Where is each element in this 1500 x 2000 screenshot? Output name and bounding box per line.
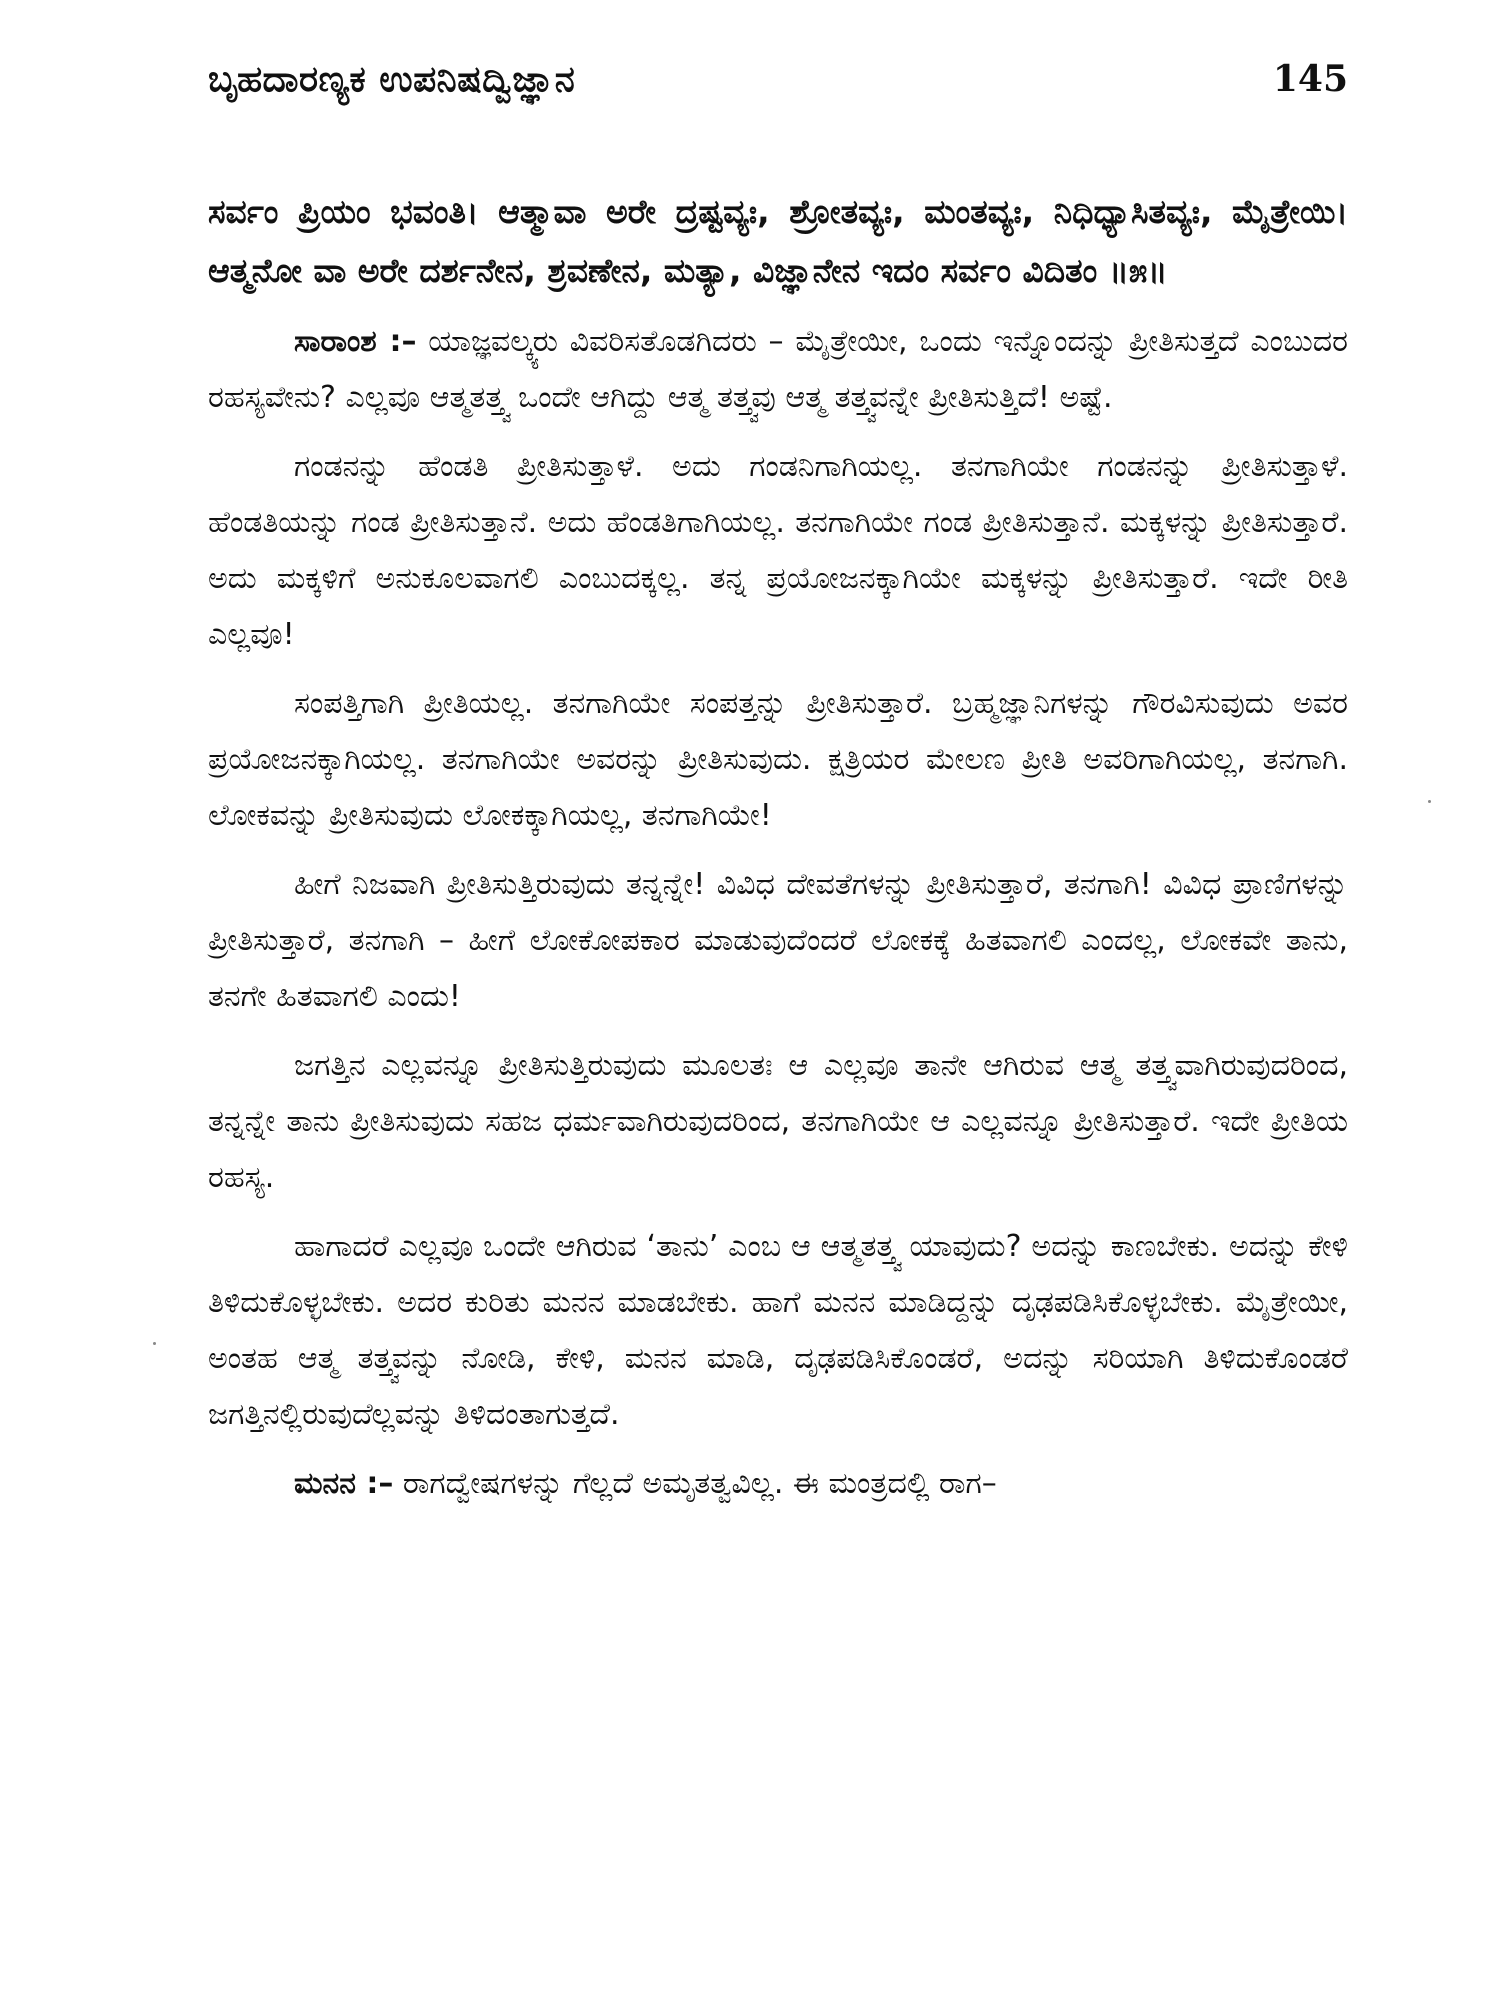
page-number: 145 — [1272, 58, 1348, 100]
scan-speck-left — [153, 1342, 156, 1345]
scan-speck-right — [1428, 800, 1431, 803]
body-paragraph-1: ಗಂಡನನ್ನು ಹೆಂಡತಿ ಪ್ರೀತಿಸುತ್ತಾಳೆ. ಅದು ಗಂಡನಿಗಾಗಿಯಲ್ಲ. ತನಗಾಗಿಯೇ ಗಂಡನನ್ನು ಪ್ರೀತಿಸುತ್ತಾಳೆ. ಹೆಂಡತಿಯನ್ನು ಗಂಡ ಪ್ರೀತಿಸುತ್ತಾನೆ. ಅದು ಹೆಂಡತಿಗಾಗಿಯಲ್ಲ. ತನಗಾಗಿಯೇ ಗಂಡ ಪ್ರೀತಿಸುತ್ತಾನೆ. ಮಕ್ಕಳನ್ನು ಪ್ರೀತಿಸುತ್ತಾರೆ. ಅದು ಮಕ್ಕಳಿಗೆ ಅನುಕೂಲವಾಗಲಿ ಎಂಬುದಕ್ಕಲ್ಲ. ತನ್ನ ಪ್ರಯೋಜನಕ್ಕಾಗಿಯೇ ಮಕ್ಕಳನ್ನು ಪ್ರೀತಿಸುತ್ತಾರೆ. ಇದೇ ರೀತಿ ಎಲ್ಲವೂ! — [208, 449, 1348, 652]
running-title: ಬೃಹದಾರಣ್ಯಕ ಉಪನಿಷದ್ವಿಜ್ಞಾನ — [208, 59, 576, 100]
body-paragraph-5: ಹಾಗಾದರೆ ಎಲ್ಲವೂ ಒಂದೇ ಆಗಿರುವ ‘ತಾನು’ ಎಂಬ ಆ ಆತ್ಮತತ್ತ್ವ ಯಾವುದು? ಅದನ್ನು ಕಾಣಬೇಕು. ಅದನ್ನು ಕೇಳಿ ತಿಳಿದುಕೊಳ್ಳಬೇಕು. ಅದರ ಕುರಿತು ಮನನ ಮಾಡಬೇಕು. ಹಾಗೆ ಮನನ ಮಾಡಿದ್ದನ್ನು ದೃಢಪಡಿಸಿಕೊಳ್ಳಬೇಕು. ಮೈತ್ರೇಯೀ, ಅಂತಹ ಆತ್ಮ ತತ್ತ್ವವನ್ನು ನೋಡಿ, ಕೇಳಿ, ಮನನ ಮಾಡಿ, ದೃಢಪಡಿಸಿಕೊಂಡರೆ, ಅದನ್ನು ಸರಿಯಾಗಿ ತಿಳಿದುಕೊಂಡರೆ ಜಗತ್ತಿನಲ್ಲಿರುವುದೆಲ್ಲವನ್ನು ತಿಳಿದಂತಾಗುತ್ತದೆ. — [208, 1229, 1348, 1432]
manana-paragraph — [208, 1456, 1348, 1512]
summary-paragraph — [208, 314, 1348, 426]
summary-label: ಸಾರಾಂಶ :– — [294, 324, 417, 359]
summary-text: ಯಾಜ್ಞವಲ್ಕ್ಯರು ವಿವರಿಸತೊಡಗಿದರು – ಮೈತ್ರೇಯೀ, ಒಂದು ಇನ್ನೊಂದನ್ನು ಪ್ರೀತಿಸುತ್ತದೆ ಎಂಬುದರ ರಹಸ್ಯವೇನು? ಎಲ್ಲವೂ ಆತ್ಮತತ್ತ್ವ ಒಂದೇ ಆಗಿದ್ದು ಆತ್ಮ ತತ್ತ್ವವು ಆತ್ಮ ತತ್ತ್ವವನ್ನೇ ಪ್ರೀತಿಸುತ್ತಿದೆ! ಅಷ್ಟೆ. — [208, 324, 1348, 415]
body-paragraph-2: ಸಂಪತ್ತಿಗಾಗಿ ಪ್ರೀತಿಯಲ್ಲ. ತನಗಾಗಿಯೇ ಸಂಪತ್ತನ್ನು ಪ್ರೀತಿಸುತ್ತಾರೆ. ಬ್ರಹ್ಮಜ್ಞಾನಿಗಳನ್ನು ಗೌರವಿಸುವುದು ಅವರ ಪ್ರಯೋಜನಕ್ಕಾಗಿಯಲ್ಲ. ತನಗಾಗಿಯೇ ಅವರನ್ನು ಪ್ರೀತಿಸುವುದು. ಕ್ಷತ್ರಿಯರ ಮೇಲಣ ಪ್ರೀತಿ ಅವರಿಗಾಗಿಯಲ್ಲ, ತನಗಾಗಿ. ಲೋಕವನ್ನು ಪ್ರೀತಿಸುವುದು ಲೋಕಕ್ಕಾಗಿಯಲ್ಲ, ತನಗಾಗಿಯೇ! — [208, 686, 1348, 833]
body-paragraph-3: ಹೀಗೆ ನಿಜವಾಗಿ ಪ್ರೀತಿಸುತ್ತಿರುವುದು ತನ್ನನ್ನೇ! ವಿವಿಧ ದೇವತೆಗಳನ್ನು ಪ್ರೀತಿಸುತ್ತಾರೆ, ತನಗಾಗಿ! ವಿವಿಧ ಪ್ರಾಣಿಗಳನ್ನು ಪ್ರೀತಿಸುತ್ತಾರೆ, ತನಗಾಗಿ – ಹೀಗೆ ಲೋಕೋಪಕಾರ ಮಾಡುವುದೆಂದರೆ ಲೋಕಕ್ಕೆ ಹಿತವಾಗಲಿ ಎಂದಲ್ಲ, ಲೋಕವೇ ತಾನು, ತನಗೇ ಹಿತವಾಗಲಿ ಎಂದು! — [208, 867, 1348, 1014]
running-header — [208, 58, 1348, 118]
body-paragraph-4: ಜಗತ್ತಿನ ಎಲ್ಲವನ್ನೂ ಪ್ರೀತಿಸುತ್ತಿರುವುದು ಮೂಲತಃ ಆ ಎಲ್ಲವೂ ತಾನೇ ಆಗಿರುವ ಆತ್ಮ ತತ್ತ್ವವಾಗಿರುವುದರಿಂದ, ತನ್ನನ್ನೇ ತಾನು ಪ್ರೀತಿಸುವುದು ಸಹಜ ಧರ್ಮವಾಗಿರುವುದರಿಂದ, ತನಗಾಗಿಯೇ ಆ ಎಲ್ಲವನ್ನೂ ಪ್ರೀತಿಸುತ್ತಾರೆ. ಇದೇ ಪ್ರೀತಿಯ ರಹಸ್ಯ. — [208, 1048, 1348, 1195]
manana-label: ಮನನ :– — [294, 1466, 394, 1501]
manana-text: ರಾಗದ್ವೇಷಗಳನ್ನು ಗೆಲ್ಲದೆ ಅಮೃತತ್ವವಿಲ್ಲ. ಈ ಮಂತ್ರದಲ್ಲಿ ರಾಗ– — [393, 1466, 997, 1501]
sanskrit-mantra: ಸರ್ವಂ ಪ್ರಿಯಂ ಭವಂತಿ। ಆತ್ಮಾವಾ ಅರೇ ದ್ರಷ್ಟವ್ಯಃ, ಶ್ರೋತವ್ಯಃ, ಮಂತವ್ಯಃ, ನಿಧಿಧ್ಯಾಸಿತವ್ಯಃ, ಮೈತ್ರೇಯಿ। ಆತ್ಮನೋ ವಾ ಅರೇ ದರ್ಶನೇನ, ಶ್ರವಣೇನ, ಮತ್ಯಾ, ವಿಜ್ಞಾನೇನ ಇದಂ ಸರ್ವಂ ವಿದಿತಂ ॥೫॥ — [208, 192, 1348, 290]
